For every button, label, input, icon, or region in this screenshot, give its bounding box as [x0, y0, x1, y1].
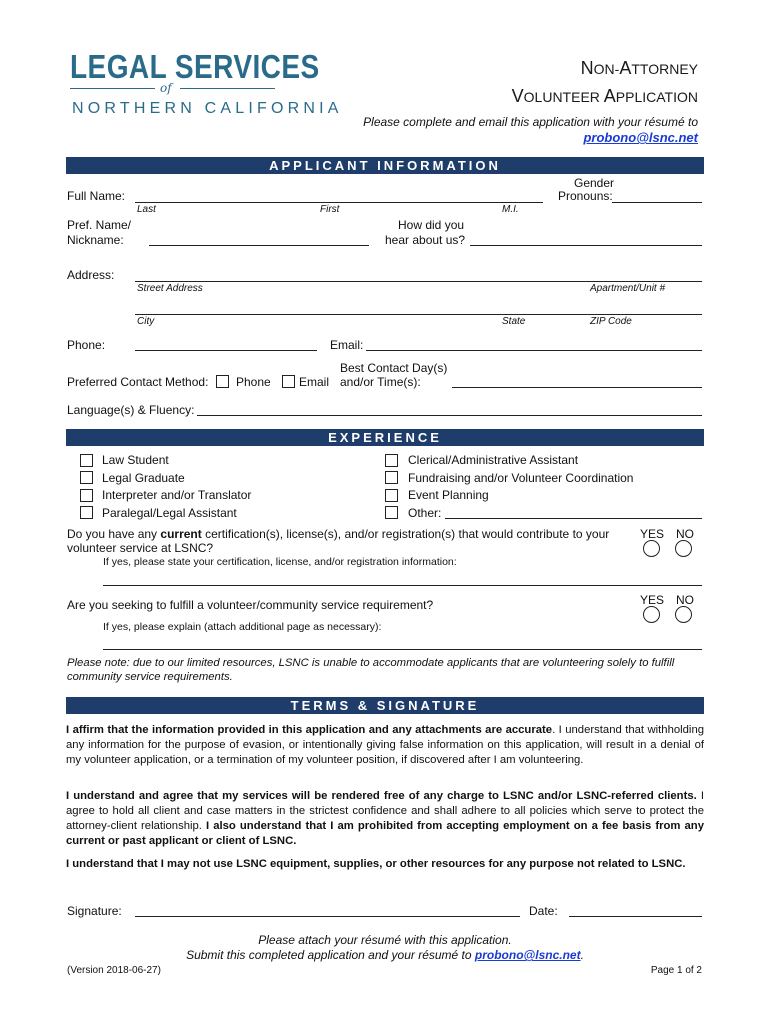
form-title-line1: NON-ATTORNEY: [580, 58, 698, 78]
certification-field[interactable]: [103, 585, 702, 586]
q1-no-label: NO: [676, 527, 694, 541]
how-heard-label-2: hear about us?: [385, 233, 466, 247]
last-sub-label: Last: [137, 204, 156, 215]
best-contact-field[interactable]: [452, 387, 702, 388]
zip-sub-label: ZIP Code: [590, 316, 632, 327]
q1-no-radio[interactable]: [675, 540, 692, 557]
version-label: (Version 2018-06-27): [67, 965, 161, 976]
date-field[interactable]: [569, 916, 702, 917]
section-terms: TERMS & SIGNATURE: [66, 697, 704, 714]
q1-yes-label: YES: [640, 527, 665, 541]
logo-rule-left: [70, 88, 155, 89]
option-law-student-checkbox[interactable]: [80, 454, 93, 467]
option-legal-graduate: Legal Graduate: [102, 471, 185, 485]
phone-label: Phone:: [67, 338, 106, 352]
org-logo-title: LEGAL SERVICES: [70, 48, 320, 85]
language-label: Language(s) & Fluency:: [67, 403, 195, 417]
best-contact-label-2: and/or Time(s):: [340, 375, 421, 389]
best-contact-label: Best Contact Day(s): [340, 361, 448, 375]
submit-email-link[interactable]: probono@lsnc.net: [474, 948, 581, 962]
option-interpreter-checkbox[interactable]: [80, 489, 93, 502]
section-applicant-info: APPLICANT INFORMATION: [66, 157, 704, 174]
service-requirement-field[interactable]: [103, 649, 702, 650]
terms-paragraph-1: I affirm that the information provided in this application and any attachments are accurate. I understand that withholding any information for the purpose of evasion, or intentionally giving false information on this application, will result in a denial of my volunteer application, or a termination of my volunteer position, if discovered after I am volunteering.: [66, 724, 705, 766]
signature-field[interactable]: [135, 916, 520, 917]
how-heard-label: How did you: [398, 218, 465, 232]
logo-rule-right: [180, 88, 275, 89]
date-label: Date:: [529, 904, 558, 918]
certification-question: Do you have any current certification(s), license(s), and/or registration(s) that would contribute to your: [67, 527, 610, 541]
city-state-zip-field[interactable]: [135, 314, 702, 315]
terms-paragraph-3: I understand that I may not use LSNC equipment, supplies, or other resources for any purpose not related to LSNC.: [66, 858, 686, 870]
nickname-label: Nickname:: [67, 233, 124, 247]
option-clerical: Clerical/Administrative Assistant: [408, 453, 579, 467]
email-field[interactable]: [366, 350, 702, 351]
option-event-planning-checkbox[interactable]: [385, 489, 398, 502]
submit-note: Submit this completed application and your résumé to probono@lsnc.net.: [186, 948, 584, 962]
form-title-line2: VOLUNTEER APPLICATION: [511, 86, 698, 106]
org-logo-of: of: [160, 81, 172, 95]
other-field[interactable]: [445, 518, 702, 519]
q2-no-label: NO: [676, 593, 694, 607]
option-paralegal: Paralegal/Legal Assistant: [102, 506, 237, 520]
contact-email-checkbox[interactable]: [282, 375, 295, 388]
mi-sub-label: M.I.: [502, 204, 519, 215]
option-fundraising: Fundraising and/or Volunteer Coordination: [408, 471, 634, 485]
q2-no-radio[interactable]: [675, 606, 692, 623]
language-field[interactable]: [197, 415, 702, 416]
contact-email-label: Email: [299, 375, 330, 389]
terms-paragraph-2: I understand and agree that my services will be rendered free of any charge to LSNC and/or LSNC-referred clients. I agree to hold all client and case matters in the strictest confidence and shall adhere to all policies which serve to protect the attorney-client relationship. I also understand that I am prohibited from accepting employment on a fee basis from any current or past applicant or client of LSNC.: [66, 790, 704, 847]
option-law-student: Law Student: [102, 453, 169, 467]
instruction-text: Please complete and email this application with your résumé to: [363, 115, 698, 129]
email-label: Email:: [330, 338, 364, 352]
page-number: Page 1 of 2: [650, 965, 702, 976]
first-sub-label: First: [320, 204, 340, 215]
certification-followup: If yes, please state your certification, license, and/or registration information:: [103, 556, 457, 568]
option-legal-graduate-checkbox[interactable]: [80, 471, 93, 484]
gender-label: Gender: [574, 176, 615, 190]
q2-yes-label: YES: [640, 593, 665, 607]
state-sub-label: State: [502, 316, 526, 327]
q2-yes-radio[interactable]: [643, 606, 660, 623]
signature-label: Signature:: [67, 904, 122, 918]
org-logo-subtitle: NORTHERN CALIFORNIA: [72, 100, 343, 117]
street-sub-label: Street Address: [137, 283, 203, 294]
apt-sub-label: Apartment/Unit #: [590, 283, 666, 294]
pref-contact-label: Preferred Contact Method:: [67, 375, 209, 389]
attach-resume-note: Please attach your résumé with this application.: [258, 933, 512, 947]
option-fundraising-checkbox[interactable]: [385, 471, 398, 484]
header-email-link[interactable]: probono@lsnc.net: [583, 130, 698, 145]
pref-name-label: Pref. Name/: [67, 218, 132, 232]
full-name-label: Full Name:: [67, 189, 126, 203]
phone-field[interactable]: [135, 350, 317, 351]
service-requirement-question: Are you seeking to fulfill a volunteer/community service requirement?: [67, 598, 434, 612]
contact-phone-checkbox[interactable]: [216, 375, 229, 388]
certification-question-line2: volunteer service at LSNC?: [67, 541, 214, 555]
option-other: Other:: [408, 506, 442, 520]
address-label: Address:: [67, 268, 115, 282]
full-name-field[interactable]: [135, 202, 543, 203]
q1-yes-radio[interactable]: [643, 540, 660, 557]
contact-phone-label: Phone: [236, 375, 271, 389]
option-paralegal-checkbox[interactable]: [80, 506, 93, 519]
city-sub-label: City: [137, 316, 155, 327]
option-clerical-checkbox[interactable]: [385, 454, 398, 467]
pronouns-field[interactable]: [612, 202, 702, 203]
section-experience: EXPERIENCE: [66, 429, 704, 446]
pronouns-label: Pronouns:: [558, 189, 613, 203]
how-heard-field[interactable]: [470, 245, 702, 246]
service-requirement-followup: If yes, please explain (attach additional page as necessary):: [103, 621, 382, 633]
option-event-planning: Event Planning: [408, 488, 489, 502]
option-interpreter: Interpreter and/or Translator: [102, 488, 252, 502]
community-service-note: Please note: due to our limited resources, LSNC is unable to accommodate applicants that are volunteering solely to fulfill community service requirements.: [67, 657, 675, 683]
nickname-field[interactable]: [149, 245, 369, 246]
street-address-field[interactable]: [135, 281, 702, 282]
option-other-checkbox[interactable]: [385, 506, 398, 519]
